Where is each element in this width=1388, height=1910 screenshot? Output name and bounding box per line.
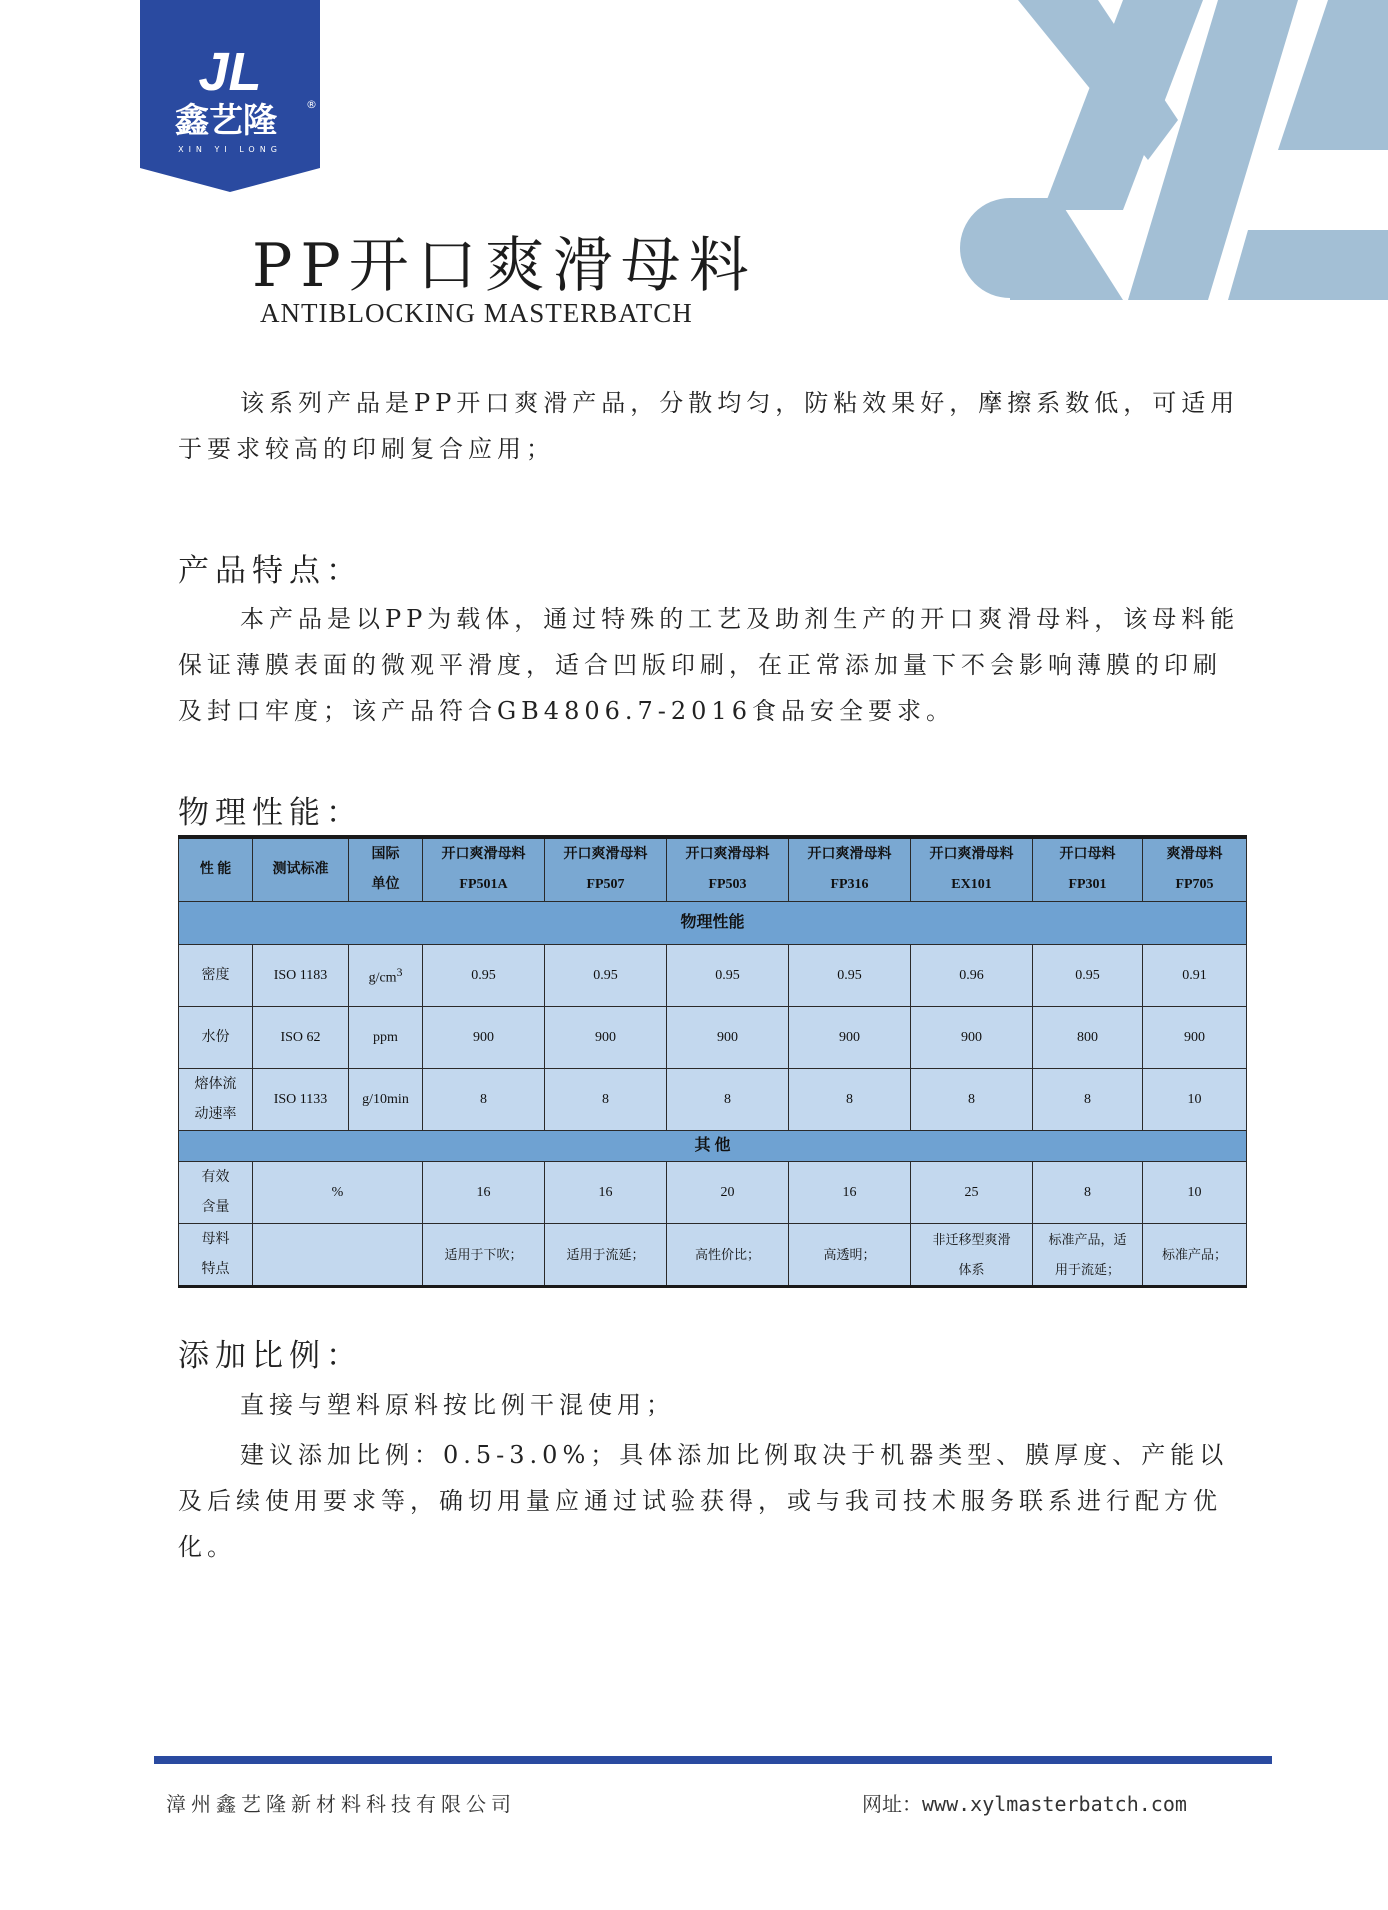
table-cell: 0.95 (667, 945, 789, 1007)
svg-text:®: ® (306, 98, 317, 111)
footer-company: 漳州鑫艺隆新材料科技有限公司 (166, 1792, 516, 1816)
table-cell: 8 (911, 1069, 1033, 1131)
row-label: 有效 含量 (179, 1162, 253, 1224)
dosage-heading: 添加比例： (178, 1338, 363, 1374)
table-row-density (179, 945, 1247, 1007)
table-cell: 适用于下吹； (423, 1224, 545, 1287)
table-cell: 10 (1143, 1069, 1247, 1131)
table-cell: 标准产品，适 用于流延； (1033, 1224, 1143, 1287)
table-cell: 0.95 (423, 945, 545, 1007)
table-cell: 10 (1143, 1162, 1247, 1224)
table-cell: 标准产品； (1143, 1224, 1247, 1287)
header-product: 开口爽滑母料 EX101 (911, 837, 1033, 902)
table-cell: 900 (545, 1007, 667, 1069)
physical-heading: 物理性能： (178, 795, 363, 831)
header-product: 开口爽滑母料 FP501A (423, 837, 545, 902)
features-heading: 产品特点： (178, 553, 363, 589)
header-product: 开口爽滑母料 FP316 (789, 837, 911, 902)
table-cell: 8 (789, 1069, 911, 1131)
table-cell: 8 (667, 1069, 789, 1131)
row-standard: ISO 62 (253, 1007, 349, 1069)
table-cell: 20 (667, 1162, 789, 1224)
table-cell: 8 (1033, 1069, 1143, 1131)
header-property: 性 能 (179, 837, 253, 902)
header-unit: 国际 单位 (349, 837, 423, 902)
company-logo (140, 0, 320, 192)
table-cell: 8 (545, 1069, 667, 1131)
table-cell: 高透明； (789, 1224, 911, 1287)
table-row-content (179, 1162, 1247, 1224)
table-cell: 16 (423, 1162, 545, 1224)
table-row-mfr (179, 1069, 1247, 1131)
row-label: 母料 特点 (179, 1224, 253, 1287)
spec-table (178, 835, 1247, 1288)
table-cell: 0.95 (1033, 945, 1143, 1007)
dosage-line-2: 建议添加比例：0.5-3.0%；具体添加比例取决于机器类型、膜厚度、产能以及后续使用要求等，确切用量应通过试验获得，或与我司技术服务联系进行配方优化。 (178, 1441, 1229, 1561)
dosage-line-1: 直接与塑料原料按比例干混使用； (240, 1391, 675, 1419)
row-standard: ISO 1183 (253, 945, 349, 1007)
table-cell: 16 (789, 1162, 911, 1224)
table-cell: 0.95 (545, 945, 667, 1007)
section-row-physical (179, 902, 1247, 945)
header-product: 开口爽滑母料 FP507 (545, 837, 667, 902)
header-standard: 测试标准 (253, 837, 349, 902)
table-cell: 900 (423, 1007, 545, 1069)
table-cell: 适用于流延； (545, 1224, 667, 1287)
logo-name-pinyin: XIN YI LONG (178, 145, 282, 154)
decorative-monogram (948, 0, 1388, 300)
footer-website[interactable]: 网址：www.xylmasterbatch.com (862, 1792, 1187, 1816)
table-cell: 非迁移型爽滑 体系 (911, 1224, 1033, 1287)
table-cell: 900 (1143, 1007, 1247, 1069)
table-cell: 900 (911, 1007, 1033, 1069)
row-unit (253, 1224, 423, 1287)
row-unit: ppm (349, 1007, 423, 1069)
intro-paragraph: 该系列产品是PP开口爽滑产品，分散均匀，防粘效果好，摩擦系数低，可适用于要求较高的印刷复合应用； (178, 389, 1240, 463)
row-unit: $g/cm^3$ (349, 945, 423, 1007)
product-title: PP开口爽滑母料 (252, 231, 757, 301)
table-cell: 0.96 (911, 945, 1033, 1007)
row-label: 密度 (179, 945, 253, 1007)
table-cell: 8 (1033, 1162, 1143, 1224)
row-label: 水份 (179, 1007, 253, 1069)
table-cell: 8 (423, 1069, 545, 1131)
table-row-traits (179, 1224, 1247, 1287)
table-cell: 16 (545, 1162, 667, 1224)
section-row-other (179, 1131, 1247, 1162)
row-label: 熔体流 动速率 (179, 1069, 253, 1131)
footer-divider (154, 1756, 1272, 1764)
table-cell: 900 (789, 1007, 911, 1069)
table-cell: 高性价比； (667, 1224, 789, 1287)
section-label: 物理性能 (179, 902, 1247, 945)
logo-name-cn: 鑫艺隆 (175, 101, 277, 141)
table-row-moisture (179, 1007, 1247, 1069)
table-cell: 25 (911, 1162, 1033, 1224)
row-standard: ISO 1133 (253, 1069, 349, 1131)
header-product: 开口母料 FP301 (1033, 837, 1143, 902)
table-cell: 0.95 (789, 945, 911, 1007)
row-unit: g/10min (349, 1069, 423, 1131)
row-unit: % (253, 1162, 423, 1224)
table-cell: 900 (667, 1007, 789, 1069)
table-header-row (179, 837, 1247, 902)
table-cell: 0.91 (1143, 945, 1247, 1007)
table-cell: 800 (1033, 1007, 1143, 1069)
svg-text:JL: JL (198, 42, 262, 102)
features-paragraph: 本产品是以PP为载体，通过特殊的工艺及助剂生产的开口爽滑母料，该母料能保证薄膜表面的微观平滑度，适合凹版印刷，在正常添加量下不会影响薄膜的印刷及封口牢度；该产品符合GB4806.7-2016食品安全要求。 (178, 605, 1240, 725)
product-subtitle: ANTIBLOCKING MASTERBATCH (260, 298, 693, 328)
header-product: 开口爽滑母料 FP503 (667, 837, 789, 902)
section-label: 其 他 (179, 1131, 1247, 1162)
header-product: 爽滑母料 FP705 (1143, 837, 1247, 902)
